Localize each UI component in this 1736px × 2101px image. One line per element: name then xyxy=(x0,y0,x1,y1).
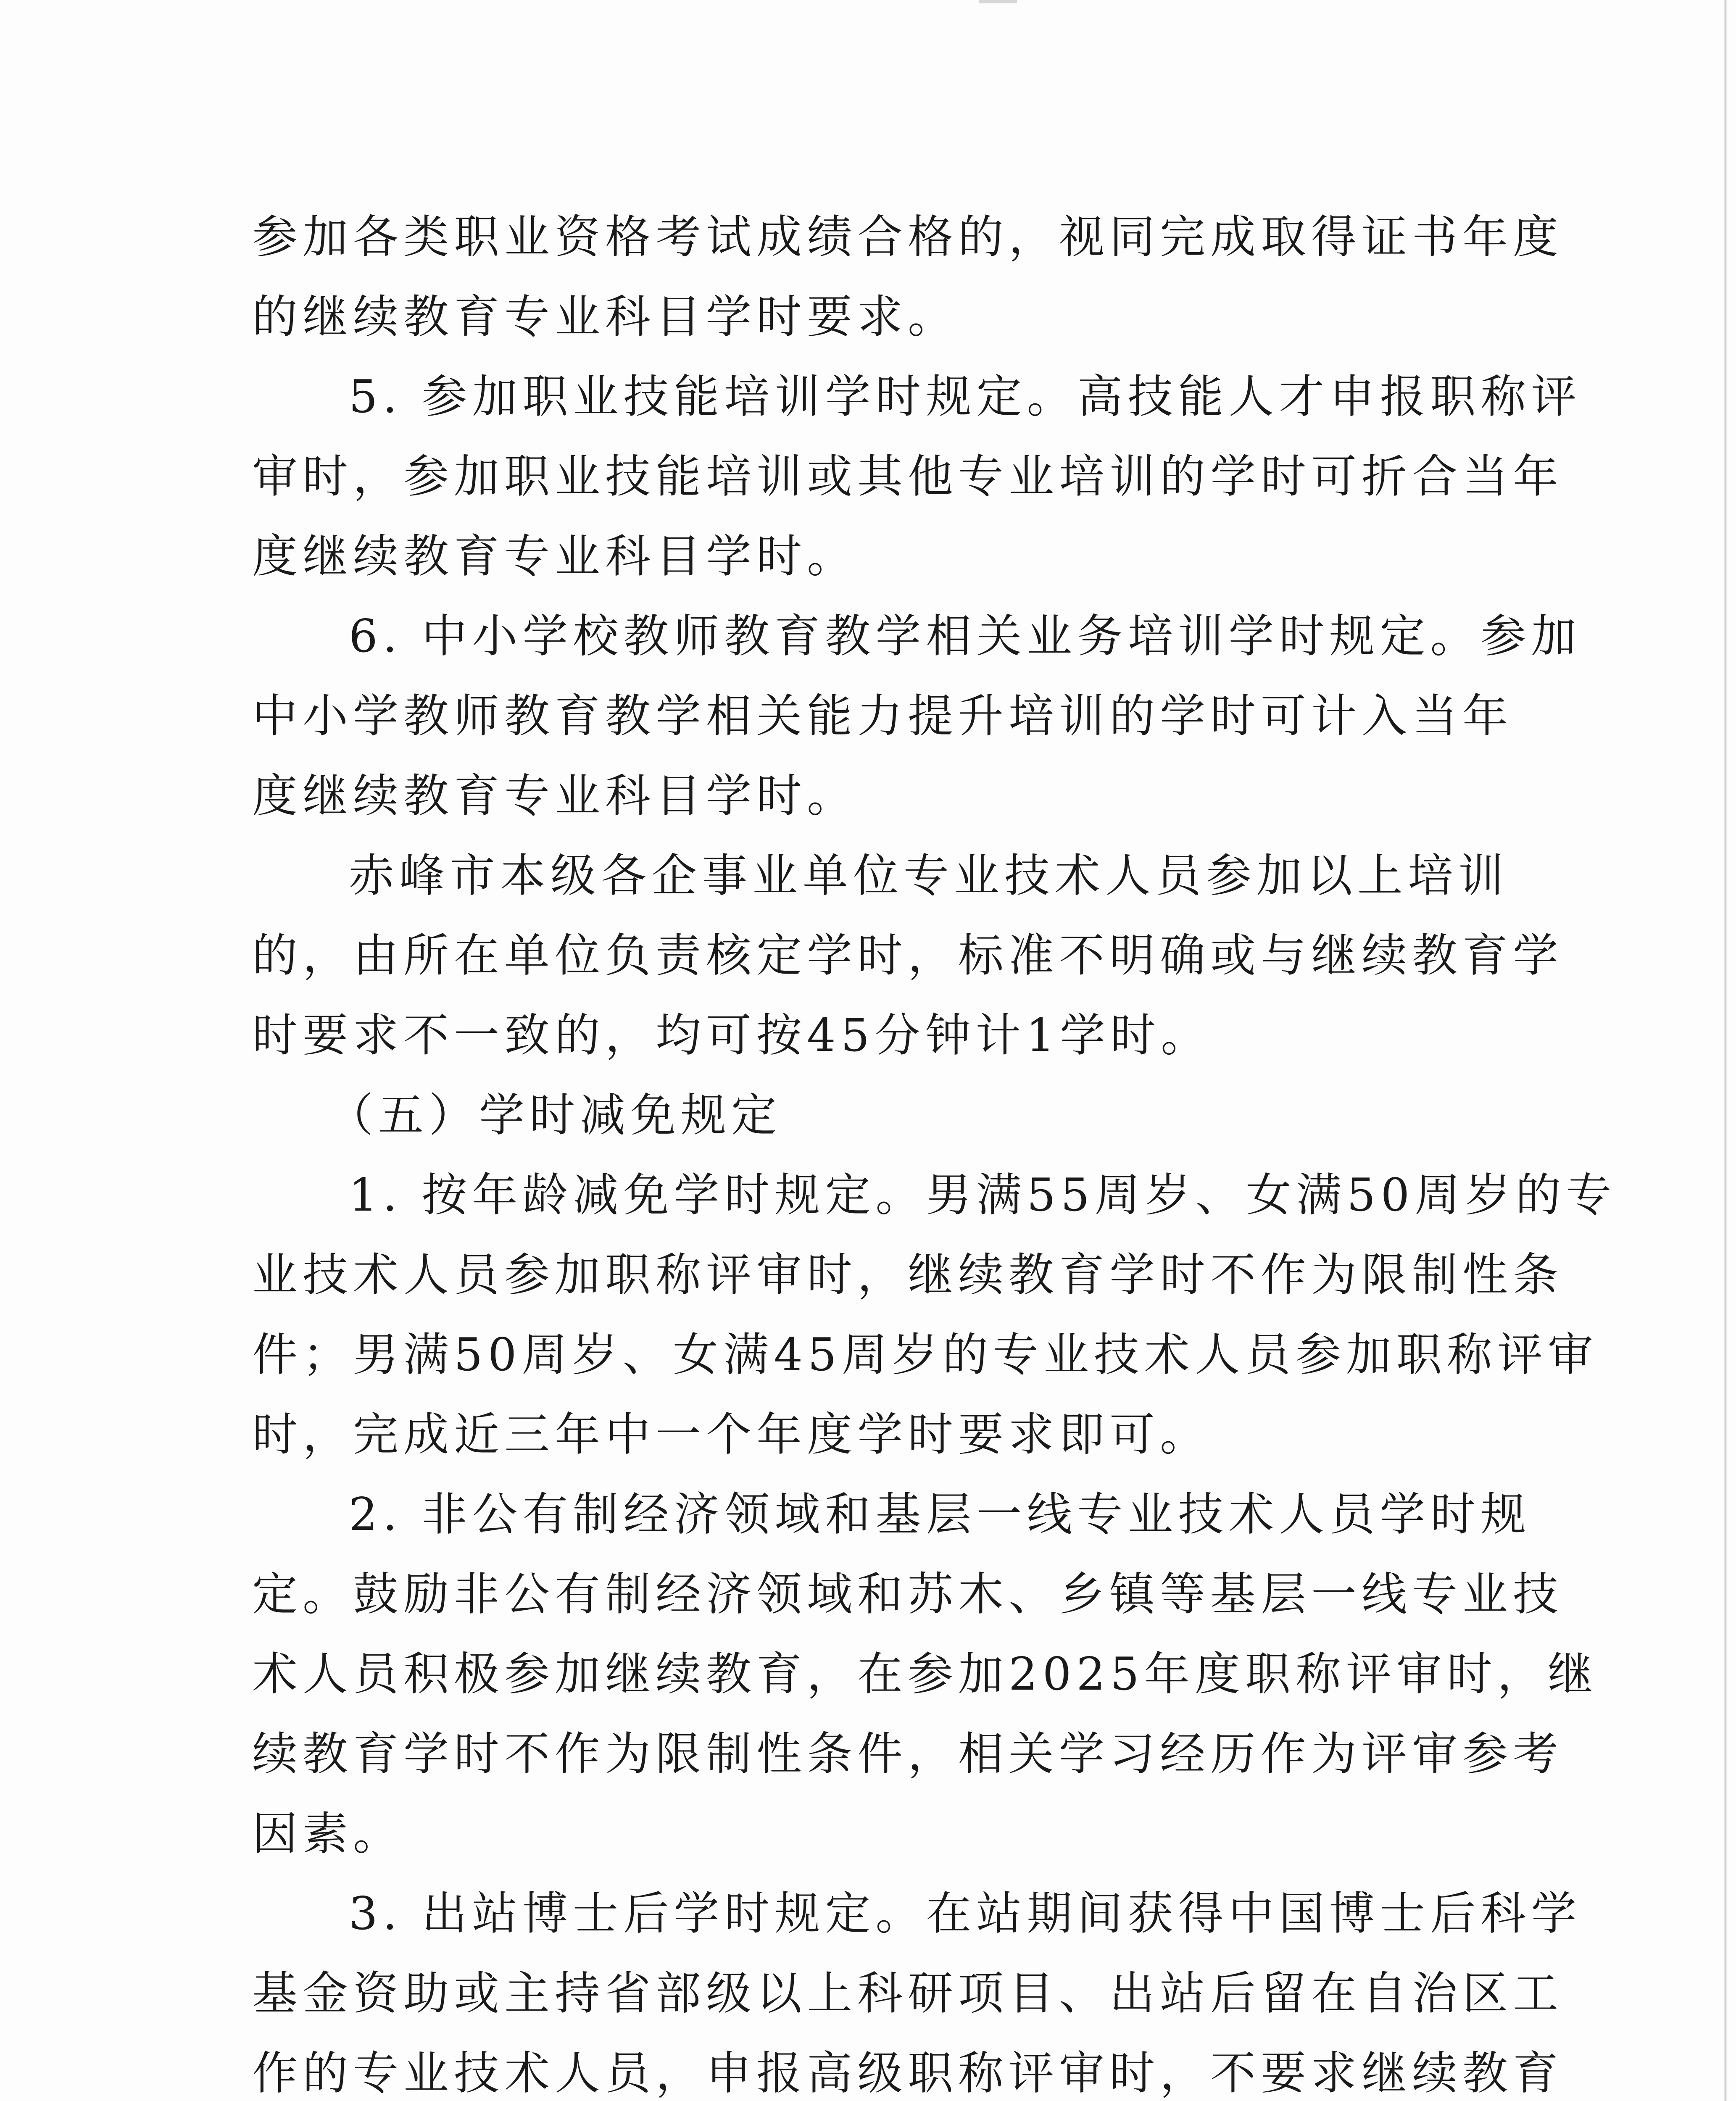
section-heading xyxy=(252,1076,1471,1156)
text-line: 中小学教师教育教学相关能力提升培训的学时可计入当年 xyxy=(252,690,1513,742)
text-line: 件；男满50周岁、女满45周岁的专业技术人员参加职称评审 xyxy=(252,1329,1598,1381)
paragraph xyxy=(252,836,1564,1076)
text-line: 5. 参加职业技能培训学时规定。高技能人才申报职称评 xyxy=(349,371,1582,423)
text-line: 时要求不一致的，均可按45分钟计1学时。 xyxy=(252,1009,1212,1062)
text-line: 续教育学时不作为限制性条件，相关学习经历作为评审参考 xyxy=(252,1728,1564,1780)
text-line: 作的专业技术人员，申报高级职称评审时，不要求继续教育 xyxy=(252,2047,1564,2100)
scan-edge xyxy=(1724,0,1727,2101)
heading-text: （五）学时减免规定 xyxy=(328,1089,782,1142)
scan-mark xyxy=(979,0,1017,3)
text-line: 的继续教育专业科目学时要求。 xyxy=(252,291,959,343)
text-line: 定。鼓励非公有制经济领域和苏木、乡镇等基层一线专业技 xyxy=(252,1568,1564,1621)
text-line: 1. 按年龄减免学时规定。男满55周岁、女满50周岁的专 xyxy=(349,1169,1617,1222)
text-line: 术人员积极参加继续教育，在参加2025年度职称评审时，继 xyxy=(252,1648,1598,1701)
text-line: 3. 出站博士后学时规定。在站期间获得中国博士后科学 xyxy=(349,1888,1582,1940)
paragraph xyxy=(252,1475,1598,1874)
text-line: 审时，参加职业技能培训或其他专业培训的学时可折合当年 xyxy=(252,450,1564,503)
text-line: 赤峰市本级各企事业单位专业技术人员参加以上培训 xyxy=(349,850,1509,902)
text-line: 参加各类职业资格考试成绩合格的，视同完成取得证书年度 xyxy=(252,211,1564,263)
text-line: 因素。 xyxy=(252,1808,404,1860)
text-line: 2. 非公有制经济领域和基层一线专业技术人员学时规 xyxy=(349,1488,1531,1541)
text-line: 度继续教育专业科目学时。 xyxy=(252,530,858,583)
paragraph xyxy=(252,357,1582,597)
paragraph xyxy=(252,1156,1617,1475)
text-line: 时，完成近三年中一个年度学时要求即可。 xyxy=(252,1409,1211,1461)
paragraph xyxy=(252,197,1564,357)
text-line: 6. 中小学校教师教育教学相关业务培训学时规定。参加 xyxy=(349,610,1582,663)
text-line: 度继续教育专业科目学时。 xyxy=(252,770,858,822)
text-line: 基金资助或主持省部级以上科研项目、出站后留在自治区工 xyxy=(252,1967,1564,2020)
text-line: 的，由所在单位负责核定学时，标准不明确或与继续教育学 xyxy=(252,929,1564,982)
paragraph xyxy=(252,597,1582,836)
document-body xyxy=(252,197,1617,2101)
paragraph xyxy=(252,1874,1582,2101)
text-line: 业技术人员参加职称评审时，继续教育学时不作为限制性条 xyxy=(252,1249,1564,1301)
